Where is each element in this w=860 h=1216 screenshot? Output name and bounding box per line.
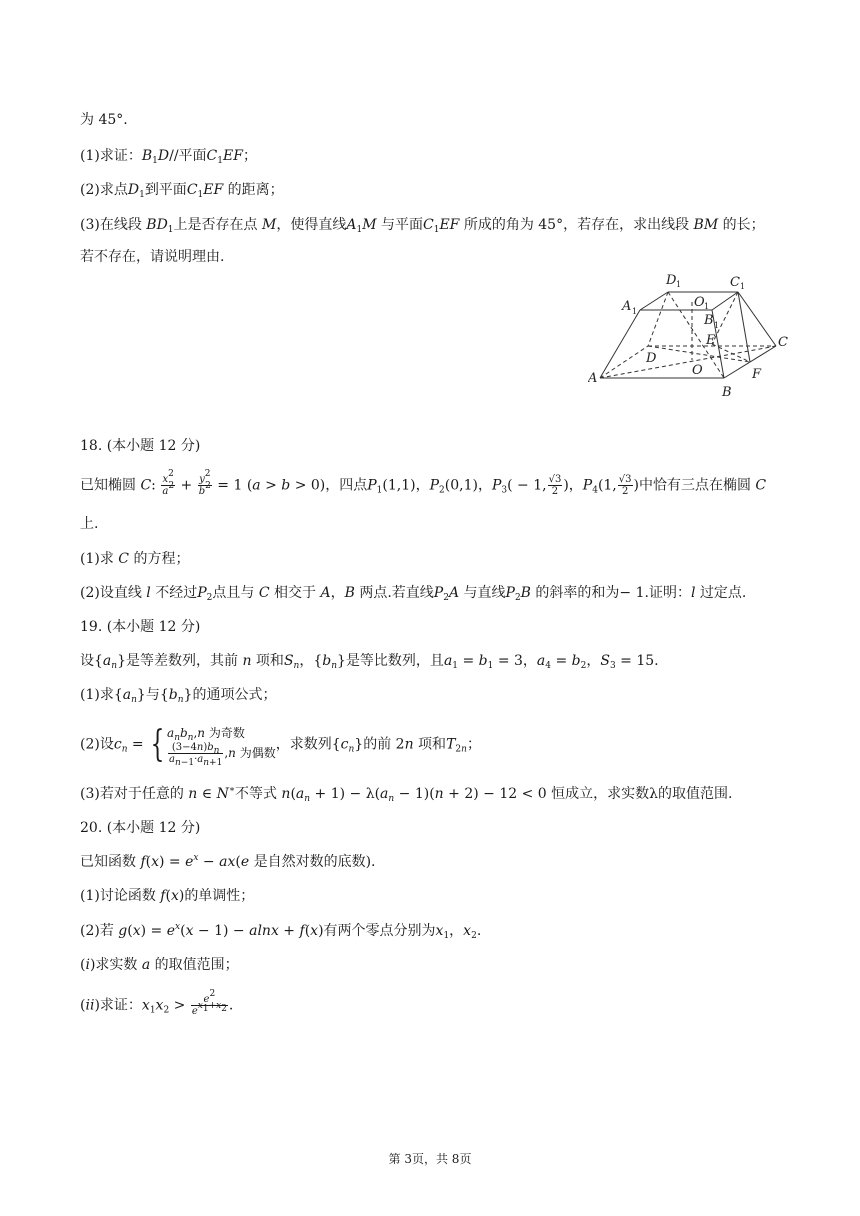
text: 的通项公式； bbox=[192, 687, 277, 703]
q19-part1: (1)求$\{a_n\}$与$\{b_n\}$的通项公式； bbox=[80, 687, 277, 705]
frustum-figure bbox=[588, 266, 792, 402]
text: 中恰有三点在椭圆 bbox=[638, 477, 756, 494]
text: (2)若 bbox=[80, 923, 119, 939]
text: 求证： bbox=[99, 997, 142, 1014]
label-O1: O bbox=[694, 295, 705, 310]
label-B1: B bbox=[704, 313, 714, 328]
text: (3)在线段 bbox=[80, 217, 147, 233]
q19-part3: (3)若对于任意的 n ∈ N∗不等式 $n(a_n + 1) - \lambda(a_n - 1)(n + 2) - 12 < 0$ 恒成立，求实数λ的取值范围. bbox=[80, 785, 733, 804]
q18-stem: 已知椭圆 C: $\frac{x^2}{a^2}$ + $\frac{y^2}{b^2}$ = 1 (a > b > 0)，四点$P_1(1,1)$，$P_2(0,1)$，$P_3( - 1$, $\frac{√3}{2}$ )，$P_4(1$, $\frac{√3}{2}$ )中恰有三点在椭圆 C bbox=[80, 469, 767, 497]
edge-DD1 bbox=[648, 292, 668, 346]
text: (1)讨论函数 bbox=[80, 888, 161, 904]
text: 的斜率的和为− 1.证明： bbox=[530, 585, 691, 601]
text: 点且与 bbox=[212, 585, 259, 601]
q18-part2: (2)设直线 l 不经过$P_2$点且与 C 相交于 A，B 两点.若直线$P_2A$ 与直线$P_2B$ 的斜率的和为− 1.证明：l 过定点. bbox=[80, 585, 747, 603]
text: 已知椭圆 bbox=[80, 477, 141, 494]
line-C1E bbox=[712, 292, 738, 344]
q18-heading bbox=[80, 436, 200, 456]
text: 与 bbox=[145, 687, 160, 703]
text: 恒成立，求实数λ的取值范围. bbox=[546, 786, 733, 802]
text: 的前 bbox=[363, 736, 396, 753]
text: (1)求 bbox=[80, 551, 119, 567]
text: 已知函数 bbox=[80, 854, 141, 870]
q20-part2-i: (i)求实数 a 的取值范围； bbox=[80, 957, 239, 973]
text: 上是否存在点 bbox=[173, 217, 262, 233]
q19-heading bbox=[80, 617, 200, 637]
label-sub: 1 bbox=[632, 307, 638, 316]
text: 到平面 bbox=[144, 182, 187, 198]
text: 与直线 bbox=[459, 585, 506, 601]
frustum-diagram bbox=[588, 266, 792, 402]
text: 若不存在，请说明理由. bbox=[80, 249, 225, 265]
q20-part2-ii: (ii)求证：$x_1x_2$ > $\frac{e^2}{e^{x_1+x_2}}$ . bbox=[80, 989, 234, 1017]
text: 的单调性； bbox=[184, 888, 255, 904]
label-sub: 1 bbox=[740, 282, 746, 291]
text: 不经过 bbox=[150, 585, 198, 601]
text: ，求数列 bbox=[275, 736, 332, 753]
q20-stem: 已知函数 $f(x) = e^x - ax(e$ 是自然对数的底数). bbox=[80, 853, 376, 870]
text: 上. bbox=[80, 516, 99, 532]
text: ； bbox=[466, 736, 481, 753]
text: (2)设直线 bbox=[80, 585, 147, 601]
q20-part1: (1)讨论函数 f(x)的单调性； bbox=[80, 888, 255, 904]
text: 与平面 bbox=[376, 217, 423, 233]
label-A1: A bbox=[622, 299, 632, 314]
text: 有两个零点分别为 bbox=[323, 923, 436, 939]
label-D1: D bbox=[666, 273, 677, 288]
text: 19. (本小题 12 分) bbox=[80, 619, 201, 635]
edge-AA1 bbox=[600, 310, 640, 378]
label-A: A bbox=[588, 371, 598, 386]
label-F: F bbox=[752, 367, 762, 382]
q18-stem-cont bbox=[80, 514, 98, 534]
edge-CC1 bbox=[738, 292, 776, 346]
label-C1: C bbox=[730, 275, 740, 290]
label-E: E bbox=[706, 333, 716, 348]
text: 项和 bbox=[413, 736, 447, 753]
text: 18. (本小题 12 分) bbox=[80, 438, 201, 454]
edge-C1B1 bbox=[712, 292, 738, 310]
label-B: B bbox=[722, 385, 732, 400]
q17-part3-cont bbox=[80, 247, 224, 267]
text: ； bbox=[242, 148, 257, 164]
text: 是自然对数的底数). bbox=[253, 854, 376, 870]
text: 设 bbox=[80, 653, 94, 669]
text: ，四点 bbox=[325, 477, 368, 494]
text: (2)设 bbox=[80, 736, 114, 753]
label-sub: 1 bbox=[676, 280, 682, 289]
text: 求实数 bbox=[95, 957, 142, 973]
text-line bbox=[80, 110, 128, 130]
text: 项和 bbox=[251, 653, 284, 669]
text: 为奇数 bbox=[208, 726, 245, 740]
text: 是等差数列，其前 bbox=[126, 653, 243, 669]
page-footer: 第 3页，共 8页 bbox=[388, 1152, 472, 1166]
text: 的长； bbox=[718, 217, 765, 233]
label-sub: 1 bbox=[714, 321, 720, 330]
label-sub: 1 bbox=[704, 302, 710, 311]
q17-part3: (3)在线段 $BD_1$上是否存在点 M，使得直线$A_1M$ 与平面$C_1EF$ 所成的角为 45°，若存在，求出线段 BM 的长； bbox=[80, 217, 765, 235]
text: 不等式 bbox=[234, 786, 282, 802]
label-O: O bbox=[692, 363, 703, 378]
text: . bbox=[476, 923, 482, 939]
text: 相交于 bbox=[269, 585, 321, 601]
text: 的方程； bbox=[129, 551, 190, 567]
text: (2)求点 bbox=[80, 182, 128, 198]
q17-part1: (1)求证：$B_1D//$平面$C_1EF$； bbox=[80, 148, 257, 166]
text: (1)求 bbox=[80, 687, 114, 703]
text: 是等比数列，且 bbox=[345, 653, 444, 669]
label-D: D bbox=[646, 351, 657, 366]
q18-part1: (1)求 C 的方程； bbox=[80, 551, 190, 567]
text: 过定点. bbox=[695, 585, 747, 601]
edge-A1D1 bbox=[640, 292, 668, 310]
text: //平面 bbox=[169, 148, 207, 164]
text: (1)求证： bbox=[80, 148, 142, 164]
text: ，使得直线 bbox=[276, 217, 347, 233]
q19-part2: (2)设$c_n$ = { $a_nb_n,n$ 为奇数 $\frac{(3-4n)b_n}{a_{n-1}\cdot a_{n+1}}$ ,n 为偶数 ，求数列$\{c_n\}$的前 2n 项和$T_{2n}$； bbox=[80, 723, 481, 768]
text: (3)若对于任意的 bbox=[80, 786, 189, 802]
text: 为 45°. bbox=[80, 112, 128, 128]
text: 两点.若直线 bbox=[354, 585, 434, 601]
text: 的取值范围； bbox=[150, 957, 239, 973]
label-C: C bbox=[778, 335, 788, 350]
text: 所成的角为 45°，若存在，求出线段 bbox=[459, 217, 694, 233]
q19-stem: 设$\{a_n\}$是等差数列，其前 n 项和$S_n$，$\{b_n\}$是等比数列，且$a_1 = b_1 = 3$，$a_4 = b_2$，$S_3 = 15$. bbox=[80, 653, 659, 671]
text: 的距离； bbox=[223, 182, 284, 198]
text: 为偶数 bbox=[239, 746, 276, 760]
q20-part2: (2)若 $g(x) = e^x(x - 1) - alnx + f(x)$有两个零点分别为$x_1$，$x_2$. bbox=[80, 922, 482, 941]
q17-part2: (2)求点$D_1$到平面$C_1EF$ 的距离； bbox=[80, 182, 284, 200]
text: 20. (本小题 12 分) bbox=[80, 820, 201, 836]
q20-heading bbox=[80, 818, 200, 838]
